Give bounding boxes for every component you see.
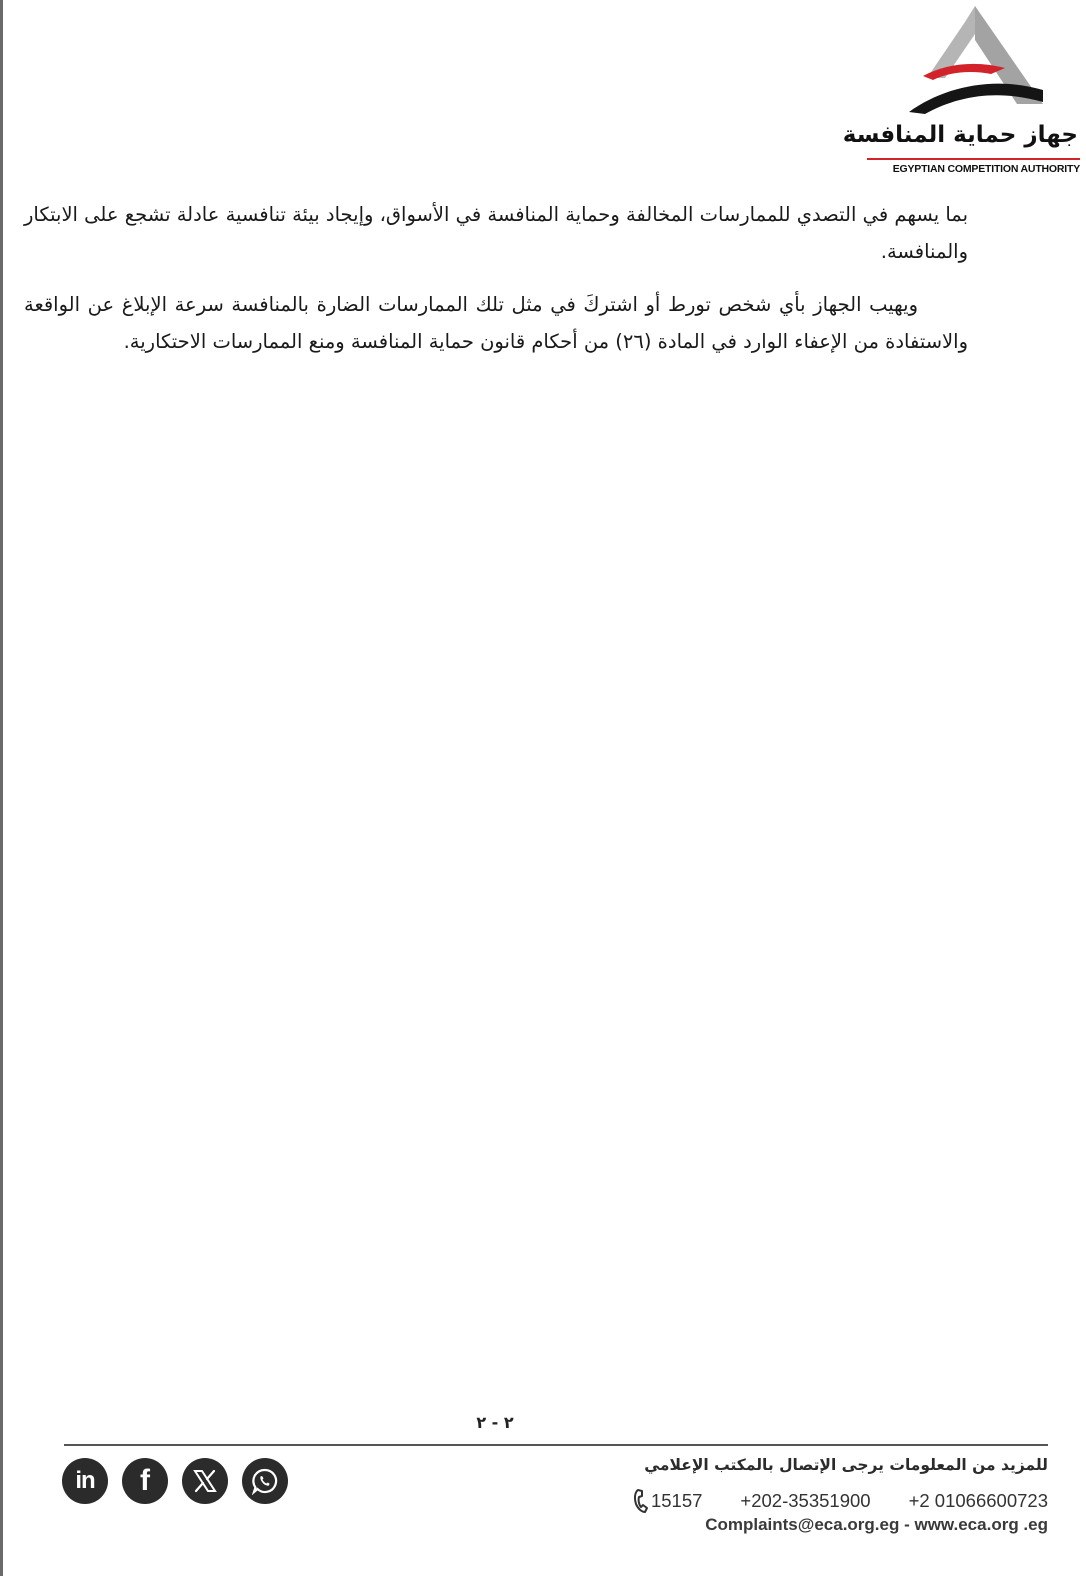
phone-1[interactable]: +202-35351900 [740,1490,871,1511]
document-body [24,196,968,376]
hotline[interactable] [633,1488,702,1514]
whatsapp-icon[interactable] [242,1458,288,1504]
triangle-logo-icon [905,4,1045,116]
linkedin-icon[interactable]: in [62,1458,108,1504]
hotline-number: 15157 [650,1490,703,1511]
logo-underline [867,158,1080,160]
eca-logo [842,4,1080,180]
paragraph-2: ويهيب الجهاز بأي شخص تورط أو اشتركَ في مثل تلك الممارسات الضارة بالمنافسة سرعة الإبلاغ عن الواقعة والاستفادة من الإعفاء الوارد في المادة (٢٦) من أحكام قانون حماية المنافسة ومنع الممارسات الاحتكارية. [24,293,968,353]
email-website-line[interactable]: Complaints@eca.org.eg - www.eca.org .eg [705,1515,1048,1534]
contact-label: للمزيد من المعلومات يرجى الإتصال بالمكتب الإعلامي [644,1456,1048,1474]
phone-icon [633,1488,649,1514]
x-icon[interactable] [182,1458,228,1504]
facebook-icon[interactable]: f [122,1458,168,1504]
phone-2[interactable]: +2 01066600723 [908,1490,1048,1511]
logo-arabic-name: جهاز حماية المنافسة [842,122,1078,148]
paragraph-1: بما يسهم في التصدي للممارسات المخالفة وحماية المنافسة في الأسواق، وإيجاد بيئة تنافسية عادلة تشجع على الابتكار والمنافسة. [24,203,968,263]
logo-english-name: EGYPTIAN COMPETITION AUTHORITY [892,163,1080,175]
page-left-border [0,0,3,1576]
footer-divider [64,1444,1048,1446]
social-links [62,1458,288,1504]
phone-numbers [633,1488,1048,1514]
page-number: ٢ - ٢ [476,1413,514,1432]
